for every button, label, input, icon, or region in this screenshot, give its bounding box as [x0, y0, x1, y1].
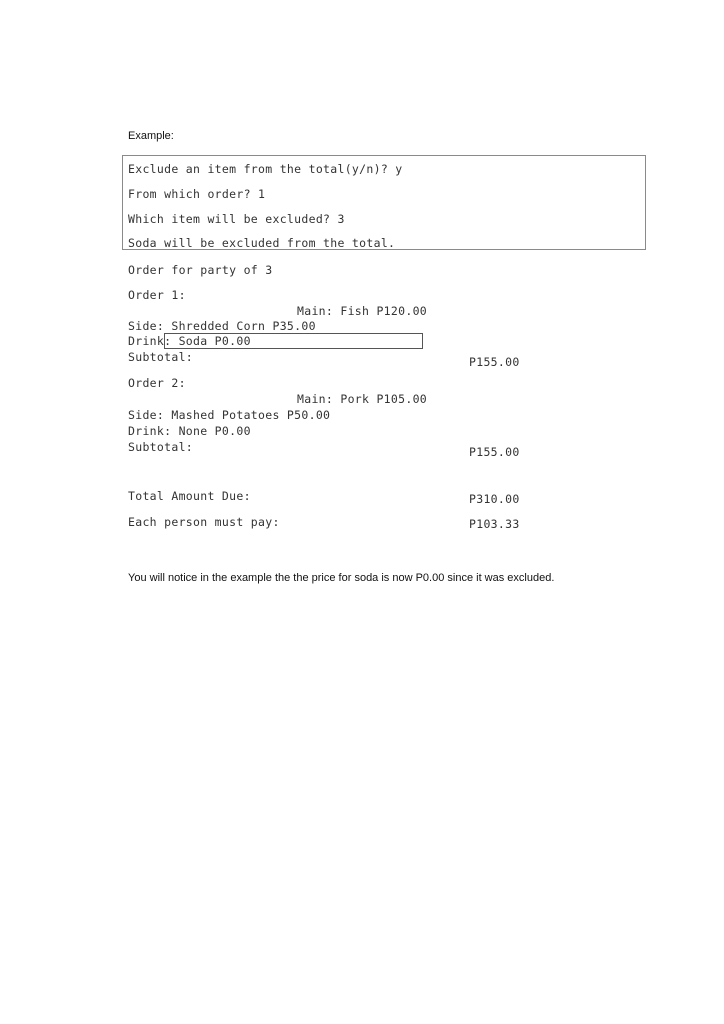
order-2-subtotal-value: P155.00	[469, 445, 520, 459]
order-1-side: Side: Shredded Corn P35.00	[128, 319, 316, 333]
order-2-subtotal-label: Subtotal:	[128, 440, 194, 454]
prompt-line-exclude: Exclude an item from the total(y/n)? y	[128, 162, 403, 176]
each-person-label: Each person must pay:	[128, 515, 280, 529]
order-2-label: Order 2:	[128, 376, 186, 390]
order-header: Order for party of 3	[128, 263, 273, 277]
order-2-main: Main: Pork P105.00	[297, 392, 428, 406]
each-person-value: P103.33	[469, 517, 520, 531]
explanation-note: You will notice in the example the the price for soda is now P0.00 since it was excluded.	[128, 572, 555, 584]
example-heading: Example:	[128, 130, 174, 142]
order-1-label: Order 1:	[128, 288, 186, 302]
total-label: Total Amount Due:	[128, 489, 251, 503]
prompt-line-result: Soda will be excluded from the total.	[128, 236, 396, 250]
order-2-side: Side: Mashed Potatoes P50.00	[128, 408, 331, 422]
order-1-subtotal-value: P155.00	[469, 355, 520, 369]
order-2-drink: Drink: None P0.00	[128, 424, 251, 438]
order-1-drink: Drink: Soda P0.00	[128, 334, 251, 348]
order-1-main: Main: Fish P120.00	[297, 304, 428, 318]
order-1-subtotal-label: Subtotal:	[128, 350, 194, 364]
prompt-line-item: Which item will be excluded? 3	[128, 212, 345, 226]
total-value: P310.00	[469, 492, 520, 506]
prompt-line-order: From which order? 1	[128, 187, 266, 201]
